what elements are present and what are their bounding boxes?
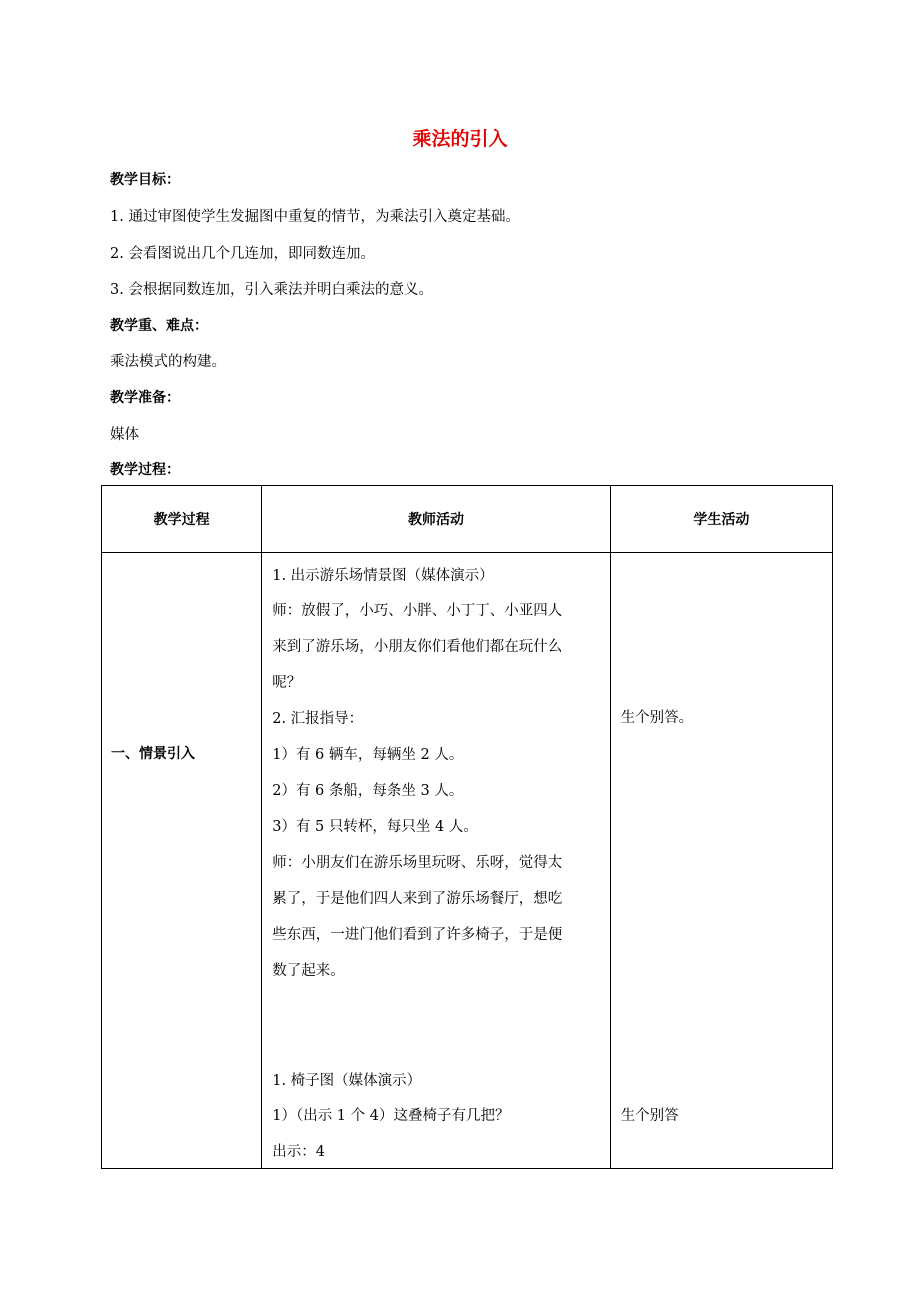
student-line: 生个别答 bbox=[620, 1108, 679, 1124]
table-header-row bbox=[102, 486, 833, 553]
student-line: 生个别答。 bbox=[620, 710, 694, 726]
objective-item-1: 1. 通过审图使学生发掘图中重复的情节，为乘法引入奠定基础。 bbox=[110, 209, 520, 225]
teacher-line: 数了起来。 bbox=[272, 963, 345, 979]
key-points-heading: 教学重、难点： bbox=[110, 318, 208, 334]
teacher-line: 1）有 6 辆车，每辆坐 2 人。 bbox=[272, 747, 464, 763]
teacher-line: 1）（出示 1 个 4）这叠椅子有几把？ bbox=[272, 1108, 510, 1124]
teacher-line: 1. 椅子图（媒体演示） bbox=[272, 1073, 422, 1089]
teacher-line: 师：小朋友们在游乐场里玩呀、乐呀，觉得太 bbox=[272, 855, 563, 871]
header-teacher-activity: 教师活动 bbox=[262, 486, 610, 553]
student-activity-cell bbox=[610, 553, 832, 1169]
teacher-line: 些东西，一进门他们看到了许多椅子，于是便 bbox=[272, 927, 563, 943]
objective-item-3: 3. 会根据同数连加，引入乘法并明白乘法的意义。 bbox=[110, 282, 433, 298]
header-stage: 教学过程 bbox=[102, 486, 262, 553]
teacher-line: 呢？ bbox=[272, 675, 302, 691]
teacher-line: 2. 汇报指导： bbox=[272, 711, 364, 727]
stage-label: 一、情景引入 bbox=[111, 746, 195, 762]
key-points-text: 乘法模式的构建。 bbox=[110, 354, 226, 370]
teacher-line: 2）有 6 条船，每条坐 3 人。 bbox=[272, 783, 464, 799]
process-heading: 教学过程： bbox=[110, 462, 180, 478]
teacher-line: 来到了游乐场，小朋友你们看他们都在玩什么 bbox=[272, 639, 563, 655]
table-row bbox=[102, 553, 833, 1169]
teacher-line: 3）有 5 只转杯，每只坐 4 人。 bbox=[272, 819, 478, 835]
lesson-table bbox=[101, 485, 833, 1169]
teacher-line: 师：放假了，小巧、小胖、小丁丁、小亚四人 bbox=[272, 603, 563, 619]
teacher-activity-cell bbox=[262, 553, 610, 1169]
stage-cell bbox=[102, 553, 262, 1169]
objectives-heading: 教学目标： bbox=[110, 172, 180, 188]
teacher-line: 累了，于是他们四人来到了游乐场餐厅，想吃 bbox=[272, 891, 563, 907]
objective-item-2: 2. 会看图说出几个几连加，即同数连加。 bbox=[110, 246, 375, 262]
preparation-heading: 教学准备： bbox=[110, 390, 180, 406]
header-student-activity: 学生活动 bbox=[610, 486, 832, 553]
page-title: 乘法的引入 bbox=[412, 128, 508, 150]
teacher-line: 1. 出示游乐场情景图（媒体演示） bbox=[272, 568, 494, 584]
teacher-line: 出示：4 bbox=[272, 1144, 325, 1160]
preparation-text: 媒体 bbox=[110, 427, 139, 443]
